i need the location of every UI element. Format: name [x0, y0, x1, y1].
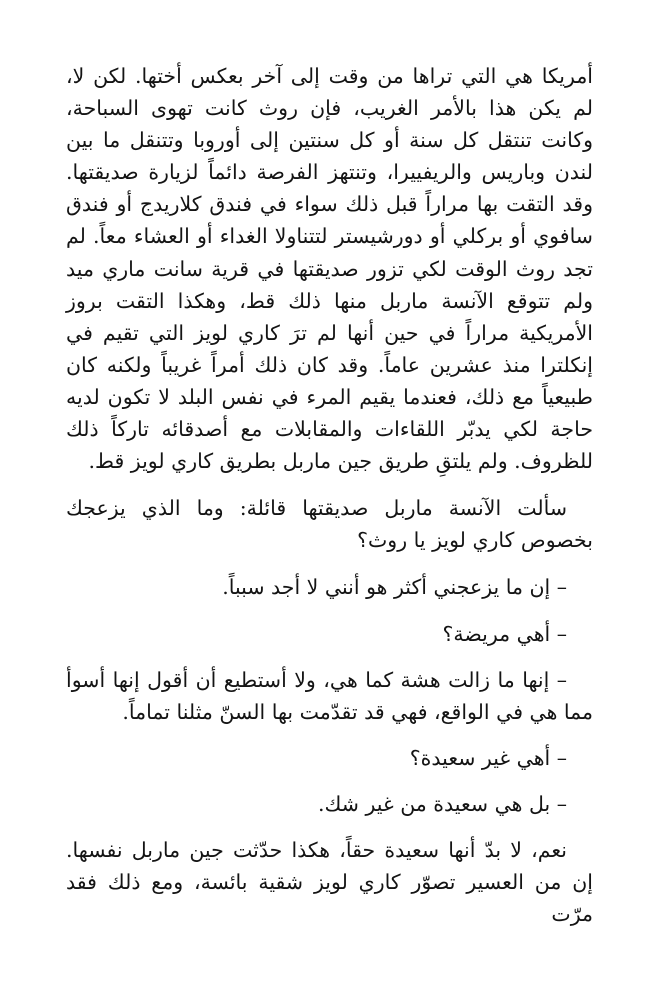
dialogue-line-she-is-happy: – بل هي سعيدة من غير شك. [317, 791, 567, 816]
dialogue-line-is-she-ill: – أهي مريضة؟ [442, 621, 567, 646]
page-text [66, 60, 593, 945]
paragraph-marple-question: سألت الآنسة ماربل صديقتها قائلة: وما الذي يزعجك بخصوص كاري لويز يا روث؟ [66, 496, 593, 553]
dialogue-line-is-she-unhappy: – أهي غير سعيدة؟ [409, 745, 567, 770]
dialogue-line-no-reason: – إن ما يزعجني أكثر هو أنني لا أجد سبباً. [222, 575, 567, 600]
dialogue-line-still-fragile: – إنها ما زالت هشة كما هي، ولا أستطيع أن أقول إنها أسوأ مما هي في الواقع، فهي قد تقدّمت بها السنّ مثلنا تماماً. [66, 667, 593, 724]
paragraph-narrative-opening: أمريكا هي التي تراها من وقت إلى آخر بعكس أختها. لكن لا، لم يكن هذا بالأمر الغريب، فإن روث كانت تهوى السباحة، وكانت تنتقل كل سنة أو كل سنتين إلى أوروبا وتتنقل ما بين لندن وباريس والريفييرا، وتنتهز الفرصة دائماً لزيارة صديقتها. وقد التقت بها مراراً قبل ذلك سواء في فندق كلاريدج أو فندق سافوي أو بركلي أو دورشيستر لتتناولا الغداء أو العشاء معاً. لم تجد روث الوقت لكي تزور صديقتها في قرية سانت ماري ميد ولم تتوقع الآنسة ماربل منها ذلك قط، وهكذا التقت بروز الأمريكية مراراً في حين أنها لم ترَ كاري لويز التي تقيم في إنكلترا منذ عشرين عاماً. وقد كان ذلك أمراً غريباً ولكنه كان طبيعياً مع ذلك، فعندما يقيم المرء في نفس البلد لا تكون لديه حاجة لكي يدبّر اللقاءات والمقابلات مع أصدقائه تاركاً ذلك للظروف. ولم يلتقِ طريق جين ماربل بطريق كاري لويز قط. [66, 64, 593, 474]
paragraph-closing-narrative: نعم، لا بدّ أنها سعيدة حقاً، هكذا حدّثت جين ماربل نفسها. إن من العسير تصوّر كاري لويز شقية بائسة، ومع ذلك فقد مرّت [66, 837, 593, 927]
